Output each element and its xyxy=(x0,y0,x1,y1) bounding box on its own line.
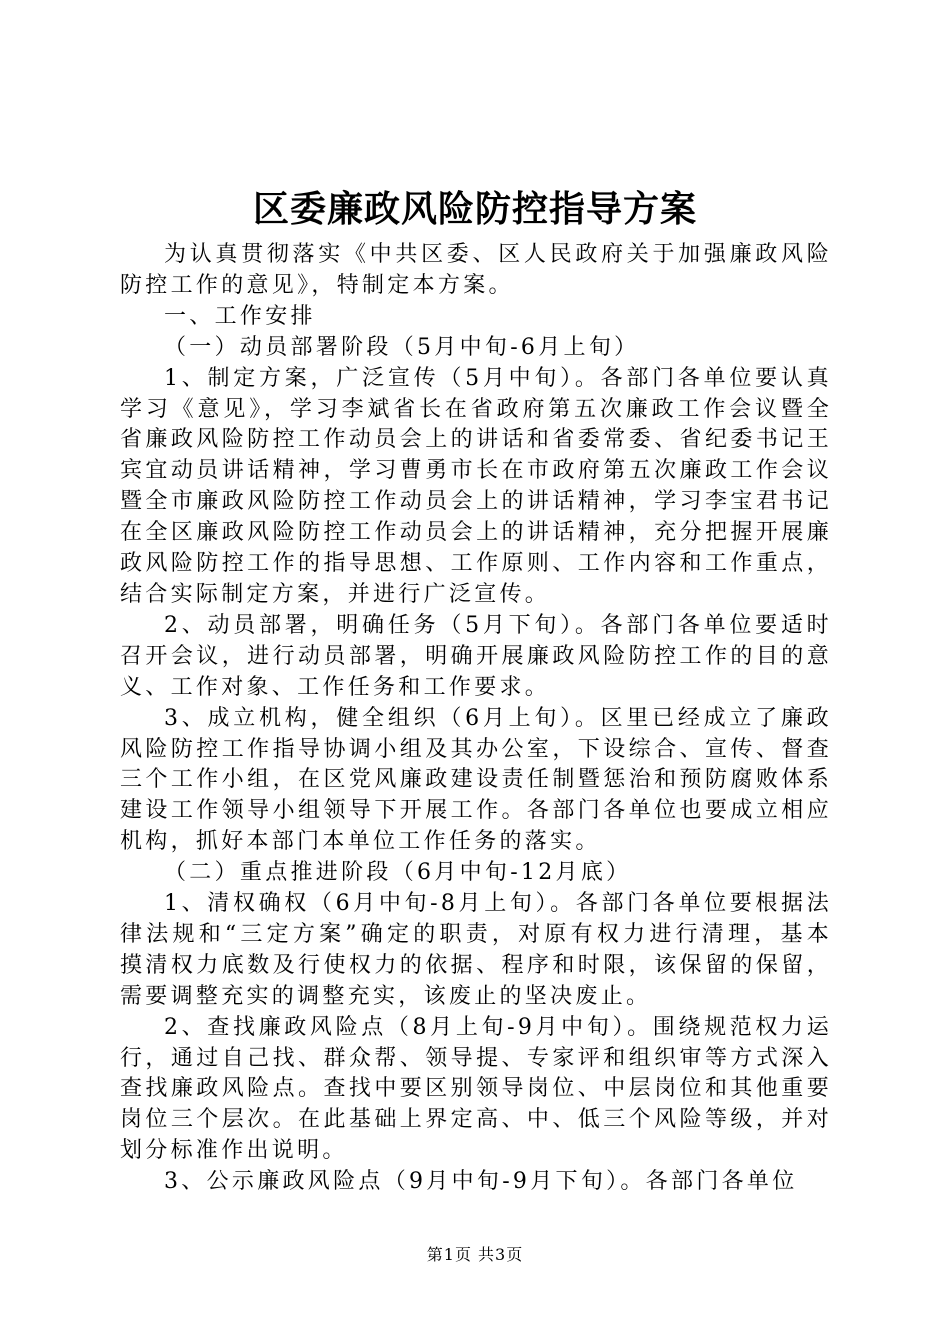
paragraph-item: 3、公示廉政风险点（9月中旬-9月下旬）。各部门各单位 xyxy=(164,1169,798,1195)
paragraph-item: 1、制定方案，广泛宣传（5月中旬）。各部门各单位要认真学习《意见》，学习李斌省长在省政府第五次廉政工作会议暨全省廉政风险防控工作动员会上的讲话和省委常委、省纪委书记王宾宜动员讲话精神，学习曹勇市长在市政府第五次廉政工作会议暨全市廉政风险防控工作动员会上的讲话精神，学习李宝君书记在全区廉政风险防控工作动员会上的讲话精神，充分把握开展廉政风险防控工作的指导思想、工作原则、工作内容和工作重点，结合实际制定方案，并进行广泛宣传。 xyxy=(120,365,832,607)
heading-work-arrangement: 一、工作安排 xyxy=(164,303,316,329)
heading-stage-two: （二）重点推进阶段（6月中旬-12月底） xyxy=(164,860,632,886)
paragraph-item: 1、清权确权（6月中旬-8月上旬）。各部门各单位要根据法律法规和“三定方案”确定的职责，对原有权力进行清理，基本摸清权力底数及行使权力的依据、程序和时限，该保留的保留，需要调整充实的调整充实，该废止的坚决废止。 xyxy=(120,891,832,1009)
paragraph-item: 2、动员部署，明确任务（5月下旬）。各部门各单位要适时召开会议，进行动员部署，明确开展廉政风险防控工作的目的意义、工作对象、工作任务和工作要求。 xyxy=(120,612,832,700)
paragraph-item: 2、查找廉政风险点（8月上旬-9月中旬）。围绕规范权力运行，通过自己找、群众帮、领导提、专家评和组织审等方式深入查找廉政风险点。查找中要区别领导岗位、中层岗位和其他重要岗位三个层次。在此基础上界定高、中、低三个风险等级，并对划分标准作出说明。 xyxy=(120,1014,832,1164)
heading-stage-one: （一）动员部署阶段（5月中旬-6月上旬） xyxy=(164,334,640,360)
paragraph-item: 3、成立机构，健全组织（6月上旬）。区里已经成立了廉政风险防控工作指导协调小组及其办公室，下设综合、宣传、督查三个工作小组，在区党风廉政建设责任制暨惩治和预防腐败体系建设工作领导小组领导下开展工作。各部门各单位也要成立相应机构，抓好本部门本单位工作任务的落实。 xyxy=(120,705,832,855)
page-number: 第1页 共3页 xyxy=(426,1245,524,1264)
document-body xyxy=(120,240,832,1198)
paragraph-intro: 为认真贯彻落实《中共区委、区人民政府关于加强廉政风险防控工作的意见》，特制定本方案。 xyxy=(120,242,832,298)
page-title: 区委廉政风险防控指导方案 xyxy=(252,188,697,230)
